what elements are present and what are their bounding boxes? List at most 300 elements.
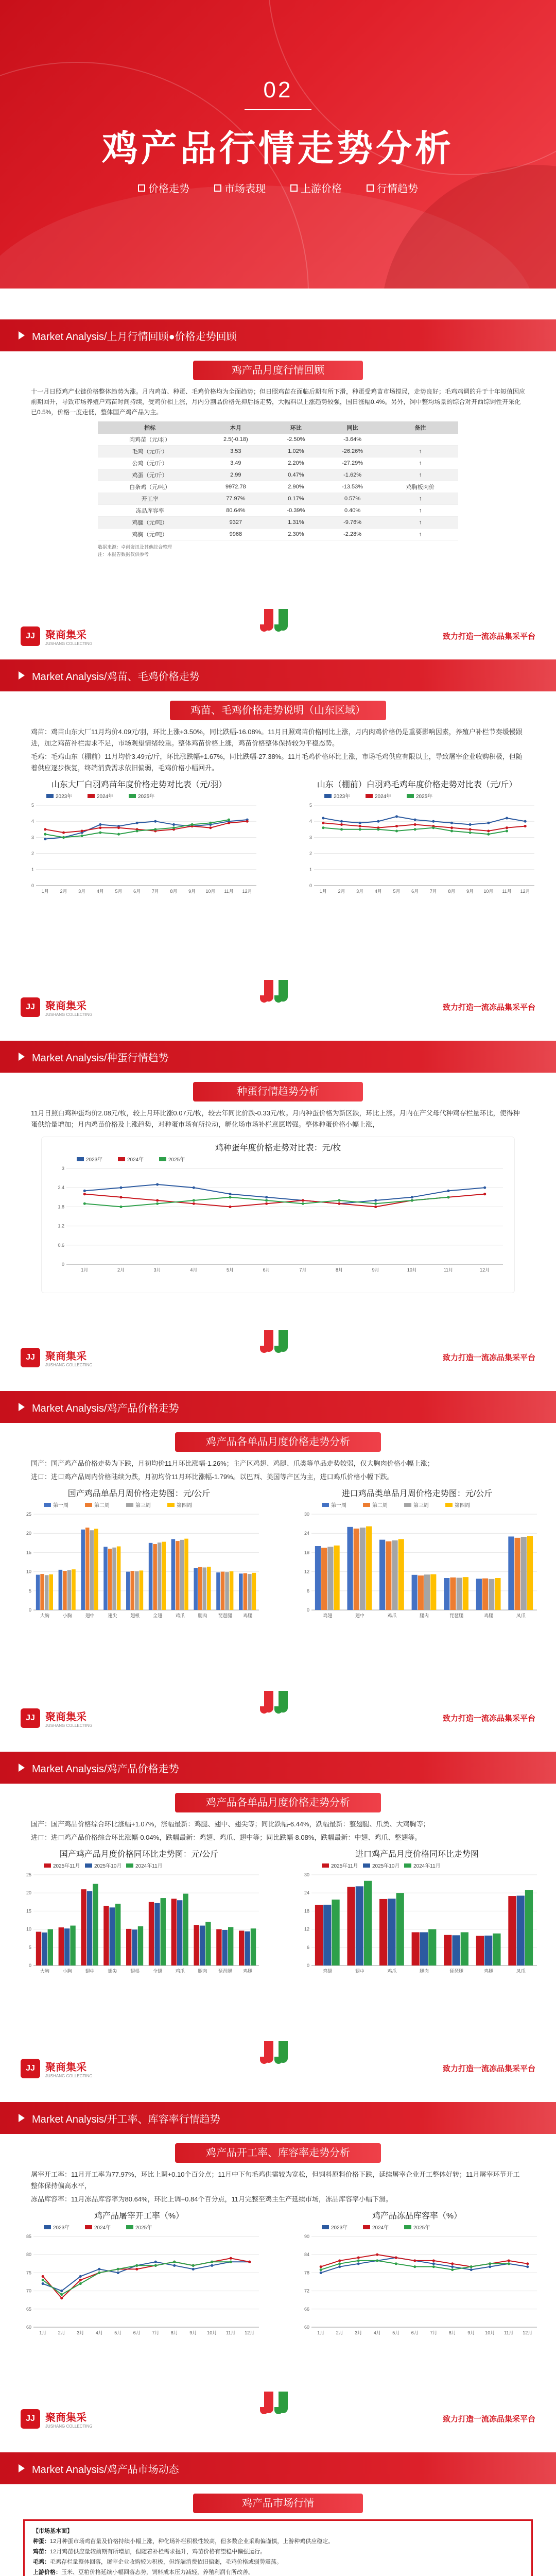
bar	[461, 1932, 468, 1965]
data-point	[506, 826, 508, 829]
checkbox-icon	[138, 184, 145, 192]
bar	[205, 1922, 211, 1965]
data-point	[487, 829, 490, 832]
market-box	[23, 2519, 533, 2576]
legend-item	[404, 1502, 429, 1509]
y-tick-label: 60	[304, 2325, 309, 2330]
data-point	[265, 1199, 268, 1201]
hero-tag: 行情趋势	[367, 180, 418, 195]
legend-item	[167, 1502, 192, 1509]
data-point	[451, 2268, 454, 2271]
x-tick-label: 全翅	[152, 1613, 162, 1618]
triangle-icon	[19, 1053, 25, 1061]
logo-icon: JJ	[21, 2409, 40, 2429]
table-cell: 0.17%	[269, 493, 322, 505]
x-tick-label: 8月	[448, 2330, 456, 2335]
x-tick-label: 大胸	[40, 1613, 49, 1618]
bar	[140, 1570, 144, 1610]
bar	[334, 1546, 339, 1610]
x-tick-label: 7月	[430, 2330, 438, 2335]
x-tick-label: 翅中	[85, 1969, 95, 1974]
chart-title: 鸡种蛋年度价格走势对比表：元/枚	[215, 1144, 341, 1153]
data-point	[193, 1199, 195, 1201]
brand-slogan: 致力打造一流冻品集采平台	[442, 2064, 535, 2073]
table-note: 注：本报告数据仅供参考	[98, 552, 149, 557]
data-point	[469, 831, 472, 834]
x-tick-label: 鸡翅	[323, 1613, 333, 1618]
bar	[171, 1539, 176, 1610]
data-point	[470, 2268, 473, 2271]
section-title: Market Analysis/鸡产品市场动态	[32, 2464, 179, 2476]
table-row	[98, 469, 458, 481]
x-tick-label: 1月	[39, 2330, 47, 2335]
x-tick-label: 6月	[411, 889, 419, 894]
y-tick-label: 30	[304, 1872, 309, 1877]
bar	[93, 1884, 98, 1965]
brand-slogan: 致力打造一流冻品集采平台	[442, 2415, 535, 2424]
table-cell: ↑	[383, 517, 458, 529]
data-point	[432, 2265, 435, 2268]
chart-title: 国产鸡品单品月周价格走势图：元/公斤	[67, 1489, 211, 1498]
bar	[162, 1542, 166, 1610]
jj-emblem-icon	[260, 1691, 296, 1722]
y-tick-label: 1	[309, 867, 312, 872]
legend-label: 2023年	[334, 794, 351, 800]
table-cell: 肉鸡苗（元/羽）	[98, 434, 202, 446]
y-tick-label: 24	[304, 1890, 309, 1896]
hero-title: 鸡产品行情走势分析	[102, 128, 454, 168]
jj-emblem-icon	[260, 2041, 296, 2072]
data-point	[173, 2261, 176, 2263]
table-cell: 1.31%	[269, 517, 322, 529]
data-point	[154, 828, 157, 831]
bar	[112, 1548, 116, 1610]
data-point	[265, 1196, 268, 1198]
x-tick-label: 鸡爪	[387, 1969, 397, 1974]
y-tick-label: 70	[26, 2288, 31, 2294]
x-tick-label: 2月	[338, 889, 345, 894]
hero-tag: 上游价格	[290, 180, 342, 195]
market-item-key: 鸡苗：	[33, 2549, 50, 2555]
bullet-text: 鸡苗：鸡苗山东大厂11月均价4.09元/羽，环比上涨+3.50%，同比跌幅-16.08%。11月日照鸡苗价格同比上涨，月内肉鸡价格仍是重要影响因素，养殖户补栏节奏缓慢跟进，加之鸡苗补栏需求不足，市场观望情绪较重。整体鸡苗价格上涨，鸡苗价格整体保持较为平稳态势。	[31, 728, 523, 747]
bullet-text: 国产：国产鸡产品价格走势为下跌，月初均价11月环比涨幅-1.26%；主产区鸡翅、鸡腿、爪类等单品走势较弱，仅大胸肉价格小幅上涨；	[31, 1460, 434, 1467]
brand-slogan: 致力打造一流冻品集采平台	[442, 1353, 535, 1362]
x-tick-label: 9月	[188, 889, 196, 894]
data-point	[99, 826, 101, 829]
bar	[117, 1546, 121, 1610]
data-point	[411, 1196, 413, 1198]
data-point	[450, 829, 453, 832]
legend-label: 2025年	[413, 2225, 430, 2231]
x-tick-label: 鸡爪	[387, 1613, 397, 1618]
data-point	[229, 1193, 231, 1195]
y-tick-label: 2	[309, 851, 312, 856]
data-point	[450, 826, 453, 829]
table-cell: 开工率	[98, 493, 202, 505]
market-item-key: 毛鸡：	[33, 2559, 50, 2565]
legend-item	[404, 2224, 430, 2231]
slide-weekly-prices	[0, 1391, 556, 1731]
data-point	[246, 820, 249, 823]
data-point	[340, 828, 343, 831]
data-point	[119, 1206, 122, 1208]
data-point	[487, 822, 490, 824]
x-tick-label: 8月	[170, 889, 178, 894]
bar	[321, 1548, 327, 1610]
data-point	[357, 2262, 360, 2265]
x-tick-label: 10月	[483, 889, 494, 894]
bar	[521, 1537, 527, 1610]
intro-text: 十一月日照鸡产业链价格整体趋势为涨。月内鸡苗、种蛋、毛鸡价格均为全面趋势；但日照鸡苗在面临后期有所下滑，种蛋受鸡苗市场搅局，走势良好；毛鸡鸡调的升于十年短值因应前期回升，导致市场养殖户鸡苗时间持续，受鸡价相上涨，月内分割品价格先抑后扬走势，大幅料以上涨趋势较强，国日涨幅0.4%。另外，饲中整均场景的综合对开西综饲性开采化已0.5%，价格一度走低，整体国产鸡产品为主。	[31, 388, 526, 416]
x-tick-label: 大胸	[40, 1969, 49, 1974]
bar	[527, 1536, 533, 1610]
table-cell: -2.28%	[322, 529, 382, 540]
bar	[420, 1932, 428, 1965]
bar	[245, 1931, 250, 1965]
market-item-text: 毛鸡存栏量整体回落，屠宰企业收购较为积极，但终端消费依旧偏弱，毛鸡价格或弱势震荡。	[50, 2559, 282, 2565]
y-tick-label: 0	[306, 1963, 309, 1968]
bar	[379, 1899, 387, 1965]
y-tick-label: 3	[309, 835, 312, 840]
x-tick-label: 4月	[373, 2330, 381, 2335]
data-point	[526, 2262, 529, 2265]
hero-tag: 价格走势	[138, 180, 189, 195]
bullet-text: 进口：进口鸡产品周内价格陆续为跌，月初均价11月环比涨幅-1.79%。以巴西、美国等产区为主，进口鸡爪价格小幅下跌。	[31, 1473, 394, 1481]
x-tick-label: 翅根	[130, 1613, 140, 1618]
triangle-icon	[19, 2464, 25, 2472]
x-tick-label: 9月	[466, 889, 474, 894]
legend-label: 2024年11月	[135, 1863, 163, 1869]
legend-item	[129, 793, 154, 800]
table-row	[98, 457, 458, 469]
data-point	[209, 826, 212, 829]
section-title: Market Analysis/鸡产品价格走势	[32, 1763, 179, 1775]
data-point	[83, 1193, 86, 1195]
legend-item	[404, 1862, 441, 1869]
bar	[184, 1539, 188, 1610]
series-line	[321, 2258, 528, 2273]
brand-name: 聚商集采	[45, 1001, 86, 1012]
data-point	[119, 1196, 122, 1198]
x-tick-label: 12月	[480, 1267, 490, 1273]
data-point	[62, 831, 65, 834]
bar	[198, 1567, 202, 1610]
data-point	[322, 826, 324, 829]
x-tick-label: 5月	[226, 1267, 234, 1273]
legend-label: 第三周	[413, 1503, 429, 1509]
data-point	[432, 826, 435, 829]
checkbox-icon	[214, 184, 221, 192]
data-point	[230, 2257, 232, 2260]
checkbox-icon	[367, 184, 374, 192]
data-point	[117, 2272, 119, 2274]
data-point	[432, 820, 435, 823]
y-tick-label: 78	[304, 2270, 309, 2276]
x-tick-label: 11月	[226, 2330, 236, 2335]
data-point	[395, 825, 398, 827]
x-tick-label: 4月	[96, 889, 104, 894]
data-point	[322, 817, 324, 819]
data-point	[524, 825, 527, 827]
bar	[81, 1889, 86, 1965]
bar	[154, 1903, 160, 1965]
x-tick-label: 翅尖	[108, 1969, 117, 1974]
bullet-text: 国产：国产鸡品价格综合环比涨幅+1.07%，涨幅最新：鸡腿、翅中、翅尖等；同比跌幅-6.44%，跌幅最新：整翅腿、爪类、大鸡胸等；	[31, 1820, 430, 1828]
brand-name: 聚商集采	[45, 630, 86, 641]
bar	[476, 1936, 484, 1965]
table-cell: 0.57%	[322, 493, 382, 505]
data-point	[359, 828, 361, 831]
data-point	[359, 825, 361, 827]
data-point	[81, 829, 83, 832]
bullet-text: 毛鸡：毛鸡山东（棚前）11月均价3.49元/斤，环比涨跌幅+1.67%，同比跌幅-27.38%。11月毛鸡价格环比上涨，市场毛鸡供应有限以上，导致屠宰企业收购积极，但随着供应逐步恢复，终端消费需求依旧偏弱，毛鸡价格小幅回升。	[31, 753, 523, 772]
bar	[200, 1926, 205, 1965]
bar	[379, 1540, 385, 1610]
checkbox-icon	[290, 184, 298, 192]
bar	[327, 1547, 333, 1610]
legend-item	[407, 793, 432, 800]
data-point	[483, 1187, 486, 1189]
data-point	[470, 2265, 473, 2268]
table-cell: ↑	[383, 529, 458, 540]
brand-subtitle: JUSHANG COLLECTING	[45, 641, 93, 646]
bar	[386, 1541, 391, 1610]
bar	[49, 1574, 53, 1610]
legend-item	[126, 1502, 151, 1509]
legend-item	[324, 793, 350, 800]
x-tick-label: 2月	[117, 1267, 125, 1273]
bar	[103, 1547, 108, 1610]
data-point	[42, 2279, 44, 2281]
table-cell: 2.30%	[269, 529, 322, 540]
table-cell: 鸡蛋（元/斤）	[98, 469, 202, 481]
table-cell: 9327	[202, 517, 269, 529]
y-tick-label: 75	[26, 2270, 31, 2276]
legend-item	[44, 2224, 70, 2231]
data-point	[228, 822, 230, 824]
data-point	[192, 2268, 195, 2270]
triangle-icon	[19, 1403, 25, 1411]
bar	[221, 1572, 225, 1610]
chart-title: 鸡产品冻品库容率（%）	[372, 2212, 462, 2221]
bar	[457, 1578, 462, 1610]
bar	[463, 1577, 468, 1610]
section-title: Market Analysis/种蛋行情趋势	[32, 1052, 169, 1064]
section-pill: 种蛋行情趋势分析	[193, 1082, 363, 1101]
data-point	[44, 838, 46, 840]
x-tick-label: 5月	[114, 2330, 122, 2335]
slide-footer	[0, 1323, 556, 1370]
data-point	[340, 820, 343, 823]
table-cell: 鸡胸板肉价	[383, 481, 458, 493]
logo-icon: JJ	[21, 1708, 40, 1728]
data-point	[44, 833, 46, 836]
y-tick-label: 0	[309, 883, 312, 888]
x-tick-label: 鸡腿	[484, 1969, 494, 1974]
y-tick-label: 0	[31, 883, 34, 888]
slide-market-dynamics	[0, 2452, 556, 2576]
slide-monthly-prices	[0, 1752, 556, 2081]
y-tick-label: 6	[306, 1944, 309, 1950]
brand-subtitle: JUSHANG COLLECTING	[45, 1012, 93, 1017]
legend-label: 2024年	[94, 2225, 111, 2231]
x-tick-label: 腿肉	[419, 1613, 429, 1618]
x-tick-label: 3月	[356, 889, 364, 894]
x-tick-label: 12月	[523, 2330, 533, 2335]
x-tick-label: 翅中	[85, 1613, 95, 1618]
table-cell: 0.40%	[322, 505, 382, 517]
x-tick-label: 1月	[317, 2330, 325, 2335]
chart-title: 山东（棚前）白羽鸡毛鸡年度价格走势对比表（元/斤）	[317, 781, 517, 789]
y-tick-label: 0	[306, 1607, 309, 1613]
slide-hatching-eggs	[0, 1041, 556, 1370]
x-tick-label: 1月	[81, 1267, 89, 1273]
x-tick-label: 全翅	[152, 1969, 162, 1974]
legend-item	[44, 1502, 68, 1509]
brand-logo	[21, 2409, 93, 2429]
bar	[103, 1906, 109, 1965]
x-tick-label: 5月	[392, 2330, 400, 2335]
x-tick-label: 翅根	[130, 1969, 140, 1974]
legend-item	[85, 2224, 111, 2231]
section-pill: 鸡产品月度行情回顾	[193, 361, 363, 380]
bar	[59, 1927, 64, 1965]
table-cell: ↑	[383, 469, 458, 481]
x-tick-label: 7月	[151, 889, 159, 894]
bar	[332, 1900, 339, 1965]
bar	[428, 1929, 436, 1965]
table-cell: 0.47%	[269, 469, 322, 481]
x-tick-label: 7月	[152, 2330, 160, 2335]
y-tick-label: 80	[26, 2252, 31, 2258]
data-point	[413, 2259, 416, 2262]
brand-slogan: 致力打造一流冻品集采平台	[442, 632, 535, 641]
section-title: Market Analysis/鸡苗、毛鸡价格走势	[32, 671, 200, 683]
section-pill: 鸡产品各单品月度价格走势分析	[175, 1793, 381, 1812]
data-point	[83, 1190, 86, 1192]
bar	[239, 1573, 243, 1610]
bar	[493, 1934, 500, 1965]
legend-label: 第四周	[177, 1503, 192, 1509]
x-tick-label: 4月	[95, 2330, 103, 2335]
x-tick-label: 10月	[485, 2330, 495, 2335]
brand-logo	[21, 1348, 93, 1367]
data-point	[98, 2272, 100, 2274]
data-point	[395, 829, 398, 832]
legend-item	[322, 2224, 348, 2231]
bar	[484, 1936, 492, 1965]
market-item	[33, 2557, 523, 2567]
chick-price-chart	[15, 790, 263, 908]
data-point	[432, 2262, 435, 2265]
triangle-icon	[19, 2114, 25, 2122]
brand-logo	[21, 1708, 93, 1728]
data-point	[395, 2262, 397, 2265]
slide-monthly-review	[0, 319, 556, 649]
y-tick-label: 12	[304, 1926, 309, 1932]
legend-label: 2024年	[127, 1157, 144, 1163]
legend-label: 2023年	[56, 794, 73, 800]
data-point	[191, 823, 194, 826]
legend-item	[88, 793, 113, 800]
chart-title: 进口鸡品类单品月周价格走势图：元/公斤	[341, 1489, 493, 1498]
data-point	[508, 2259, 510, 2262]
data-point	[135, 2264, 138, 2267]
x-tick-label: 凤爪	[516, 1613, 526, 1618]
brand-slogan: 致力打造一流冻品集采平台	[442, 1714, 535, 1723]
data-point	[154, 2264, 157, 2267]
x-tick-label: 鸡爪	[175, 1969, 185, 1974]
bar	[396, 1893, 404, 1965]
bar	[489, 1579, 494, 1610]
bar	[42, 1933, 47, 1965]
y-tick-label: 20	[26, 1890, 31, 1896]
table-cell: -26.26%	[322, 446, 382, 457]
table-cell: 2.90%	[269, 481, 322, 493]
x-tick-label: 12月	[245, 2330, 255, 2335]
y-tick-label: 65	[26, 2306, 31, 2312]
legend-label: 第一周	[331, 1503, 346, 1509]
data-point	[154, 2261, 157, 2263]
legend-label: 2025年11月	[331, 1863, 358, 1869]
bar	[149, 1543, 153, 1610]
x-tick-label: 腿肉	[198, 1969, 207, 1974]
data-point	[156, 1199, 159, 1201]
data-point	[302, 1199, 304, 1201]
data-point	[489, 2262, 491, 2265]
y-tick-label: 15	[26, 1908, 31, 1914]
bar	[36, 1575, 40, 1610]
x-tick-label: 5月	[393, 889, 401, 894]
legend-item	[445, 1502, 470, 1509]
data-point	[414, 818, 416, 821]
y-tick-label: 2	[31, 851, 34, 856]
bar	[323, 1905, 331, 1965]
data-point	[340, 823, 343, 826]
section-title: Market Analysis/开工率、库容率行情趋势	[32, 2113, 220, 2125]
table-row	[98, 517, 458, 529]
data-point	[83, 1202, 86, 1205]
bar	[135, 1571, 139, 1610]
bar	[248, 1574, 252, 1610]
x-tick-label: 10月	[407, 1267, 417, 1273]
hero-tag: 市场表现	[214, 180, 266, 195]
data-point	[432, 2259, 435, 2262]
x-tick-label: 9月	[467, 2330, 475, 2335]
legend-label: 2025年	[135, 2225, 152, 2231]
table-header: 指标	[98, 421, 202, 434]
data-point	[450, 822, 453, 824]
bar	[315, 1546, 321, 1610]
y-tick-label: 1	[31, 867, 34, 872]
legend-label: 2025年	[168, 1157, 185, 1163]
brand-name: 聚商集采	[45, 2412, 86, 2424]
data-point	[193, 1202, 195, 1205]
data-point	[98, 2268, 100, 2270]
bar	[225, 1572, 229, 1610]
data-point	[489, 2265, 491, 2268]
bar	[70, 1926, 75, 1965]
y-tick-label: 5	[31, 803, 34, 808]
x-tick-label: 7月	[299, 1267, 307, 1273]
legend-item	[363, 1862, 399, 1869]
x-tick-label: 鸡爪	[175, 1613, 185, 1618]
legend-label: 2025年10月	[372, 1863, 400, 1869]
data-point	[156, 1202, 159, 1205]
x-tick-label: 12月	[520, 889, 530, 894]
y-tick-label: 25	[26, 1512, 31, 1517]
y-tick-label: 2.4	[58, 1185, 64, 1191]
